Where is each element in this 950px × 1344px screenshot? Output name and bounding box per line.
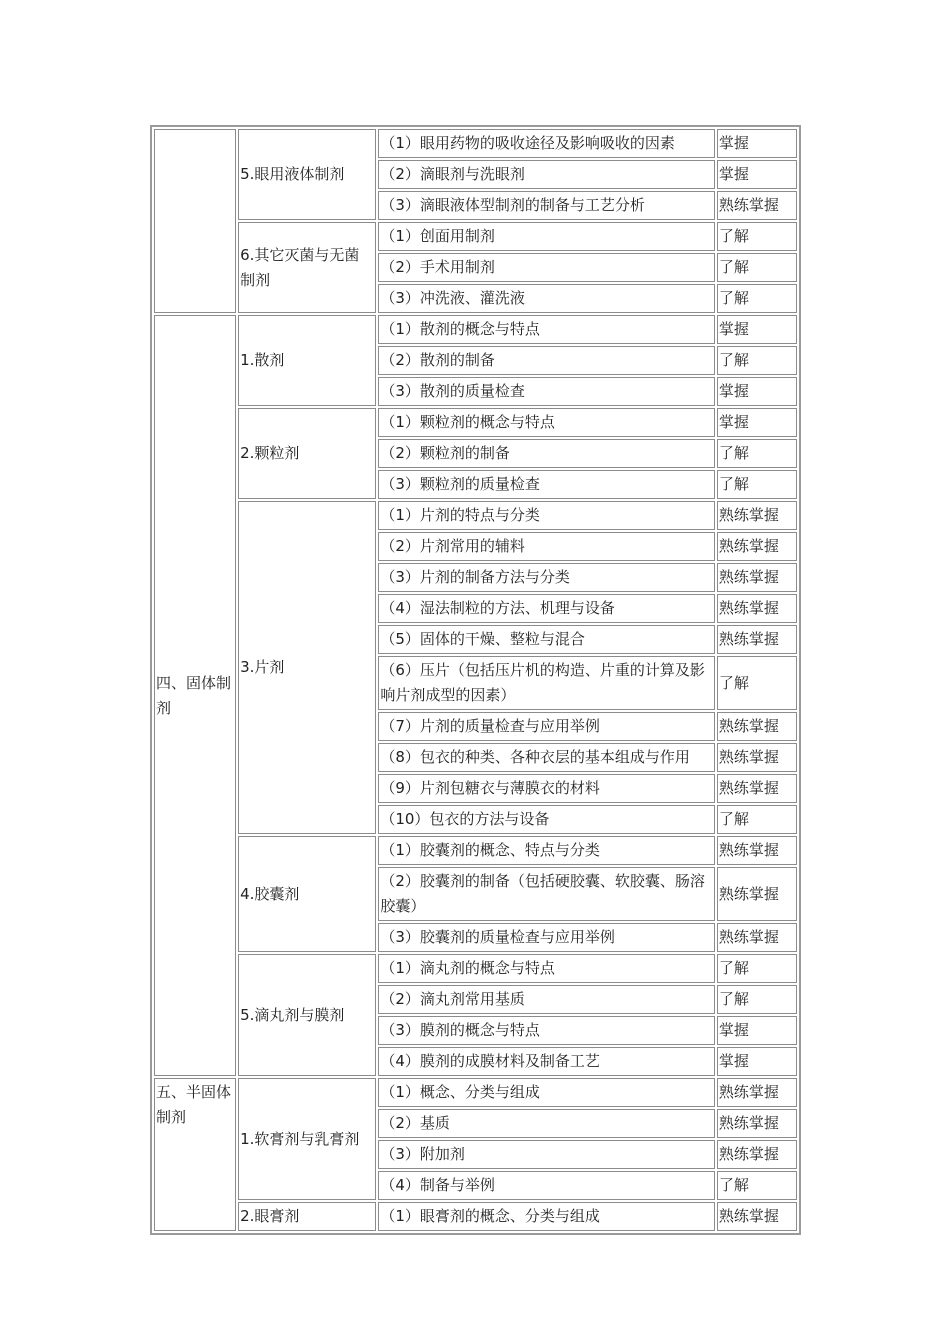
topic-name: 5.眼用液体制剂 xyxy=(238,129,376,220)
item-text: （3）散剂的质量检查 xyxy=(378,377,715,406)
requirement-level: 掌握 xyxy=(717,1047,797,1076)
table-row xyxy=(154,1202,797,1231)
section-title: 五、半固体制剂 xyxy=(154,1078,236,1231)
item-text: （1）胶囊剂的概念、特点与分类 xyxy=(378,836,715,865)
topic-name: 2.眼膏剂 xyxy=(238,1202,376,1231)
topic-name: 6.其它灭菌与无菌制剂 xyxy=(238,222,376,313)
topic-name: 3.片剂 xyxy=(238,501,376,834)
table-row xyxy=(154,954,797,983)
requirement-level: 了解 xyxy=(717,656,797,710)
topic-name: 1.散剂 xyxy=(238,315,376,406)
requirement-level: 了解 xyxy=(717,470,797,499)
item-text: （5）固体的干燥、整粒与混合 xyxy=(378,625,715,654)
topic-name: 2.颗粒剂 xyxy=(238,408,376,499)
requirement-level: 熟练掌握 xyxy=(717,743,797,772)
item-text: （4）湿法制粒的方法、机理与设备 xyxy=(378,594,715,623)
requirement-level: 掌握 xyxy=(717,160,797,189)
requirement-level: 熟练掌握 xyxy=(717,1202,797,1231)
requirement-level: 熟练掌握 xyxy=(717,594,797,623)
topic-name: 4.胶囊剂 xyxy=(238,836,376,952)
requirement-level: 了解 xyxy=(717,346,797,375)
table-row xyxy=(154,836,797,865)
table-row xyxy=(154,1078,797,1107)
table-row xyxy=(154,222,797,251)
item-text: （1）眼膏剂的概念、分类与组成 xyxy=(378,1202,715,1231)
item-text: （2）滴丸剂常用基质 xyxy=(378,985,715,1014)
requirement-level: 掌握 xyxy=(717,377,797,406)
requirement-level: 掌握 xyxy=(717,408,797,437)
requirement-level: 熟练掌握 xyxy=(717,625,797,654)
item-text: （1）片剂的特点与分类 xyxy=(378,501,715,530)
syllabus-table-body xyxy=(154,129,797,1231)
section-title xyxy=(154,129,236,313)
item-text: （2）基质 xyxy=(378,1109,715,1138)
item-text: （2）颗粒剂的制备 xyxy=(378,439,715,468)
requirement-level: 熟练掌握 xyxy=(717,867,797,921)
requirement-level: 了解 xyxy=(717,954,797,983)
requirement-level: 了解 xyxy=(717,985,797,1014)
item-text: （3）胶囊剂的质量检查与应用举例 xyxy=(378,923,715,952)
item-text: （3）滴眼液体型制剂的制备与工艺分析 xyxy=(378,191,715,220)
item-text: （1）概念、分类与组成 xyxy=(378,1078,715,1107)
item-text: （2）胶囊剂的制备（包括硬胶囊、软胶囊、肠溶胶囊） xyxy=(378,867,715,921)
item-text: （10）包衣的方法与设备 xyxy=(378,805,715,834)
table-row xyxy=(154,501,797,530)
item-text: （2）散剂的制备 xyxy=(378,346,715,375)
requirement-level: 掌握 xyxy=(717,315,797,344)
item-text: （6）压片（包括压片机的构造、片重的计算及影响片剂成型的因素） xyxy=(378,656,715,710)
item-text: （1）滴丸剂的概念与特点 xyxy=(378,954,715,983)
item-text: （1）眼用药物的吸收途径及影响吸收的因素 xyxy=(378,129,715,158)
item-text: （3）附加剂 xyxy=(378,1140,715,1169)
requirement-level: 熟练掌握 xyxy=(717,774,797,803)
requirement-level: 熟练掌握 xyxy=(717,712,797,741)
requirement-level: 掌握 xyxy=(717,1016,797,1045)
topic-name: 1.软膏剂与乳膏剂 xyxy=(238,1078,376,1200)
requirement-level: 了解 xyxy=(717,439,797,468)
requirement-level: 熟练掌握 xyxy=(717,501,797,530)
item-text: （8）包衣的种类、各种衣层的基本组成与作用 xyxy=(378,743,715,772)
item-text: （3）冲洗液、灌洗液 xyxy=(378,284,715,313)
item-text: （1）创面用制剂 xyxy=(378,222,715,251)
item-text: （1）散剂的概念与特点 xyxy=(378,315,715,344)
topic-name: 5.滴丸剂与膜剂 xyxy=(238,954,376,1076)
requirement-level: 熟练掌握 xyxy=(717,563,797,592)
requirement-level: 了解 xyxy=(717,1171,797,1200)
syllabus-table xyxy=(152,127,799,1233)
requirement-level: 熟练掌握 xyxy=(717,1140,797,1169)
item-text: （4）膜剂的成膜材料及制备工艺 xyxy=(378,1047,715,1076)
requirement-level: 熟练掌握 xyxy=(717,836,797,865)
requirement-level: 熟练掌握 xyxy=(717,1078,797,1107)
item-text: （3）片剂的制备方法与分类 xyxy=(378,563,715,592)
item-text: （2）滴眼剂与洗眼剂 xyxy=(378,160,715,189)
table-row xyxy=(154,315,797,344)
table-row xyxy=(154,129,797,158)
item-text: （1）颗粒剂的概念与特点 xyxy=(378,408,715,437)
requirement-level: 了解 xyxy=(717,222,797,251)
requirement-level: 熟练掌握 xyxy=(717,191,797,220)
requirement-level: 了解 xyxy=(717,284,797,313)
requirement-level: 熟练掌握 xyxy=(717,532,797,561)
item-text: （2）手术用制剂 xyxy=(378,253,715,282)
syllabus-table-container xyxy=(150,125,801,1235)
item-text: （2）片剂常用的辅料 xyxy=(378,532,715,561)
item-text: （3）颗粒剂的质量检查 xyxy=(378,470,715,499)
item-text: （7）片剂的质量检查与应用举例 xyxy=(378,712,715,741)
requirement-level: 熟练掌握 xyxy=(717,1109,797,1138)
requirement-level: 了解 xyxy=(717,805,797,834)
item-text: （3）膜剂的概念与特点 xyxy=(378,1016,715,1045)
section-title: 四、固体制剂 xyxy=(154,315,236,1076)
requirement-level: 了解 xyxy=(717,253,797,282)
requirement-level: 熟练掌握 xyxy=(717,923,797,952)
item-text: （9）片剂包糖衣与薄膜衣的材料 xyxy=(378,774,715,803)
table-row xyxy=(154,408,797,437)
requirement-level: 掌握 xyxy=(717,129,797,158)
item-text: （4）制备与举例 xyxy=(378,1171,715,1200)
